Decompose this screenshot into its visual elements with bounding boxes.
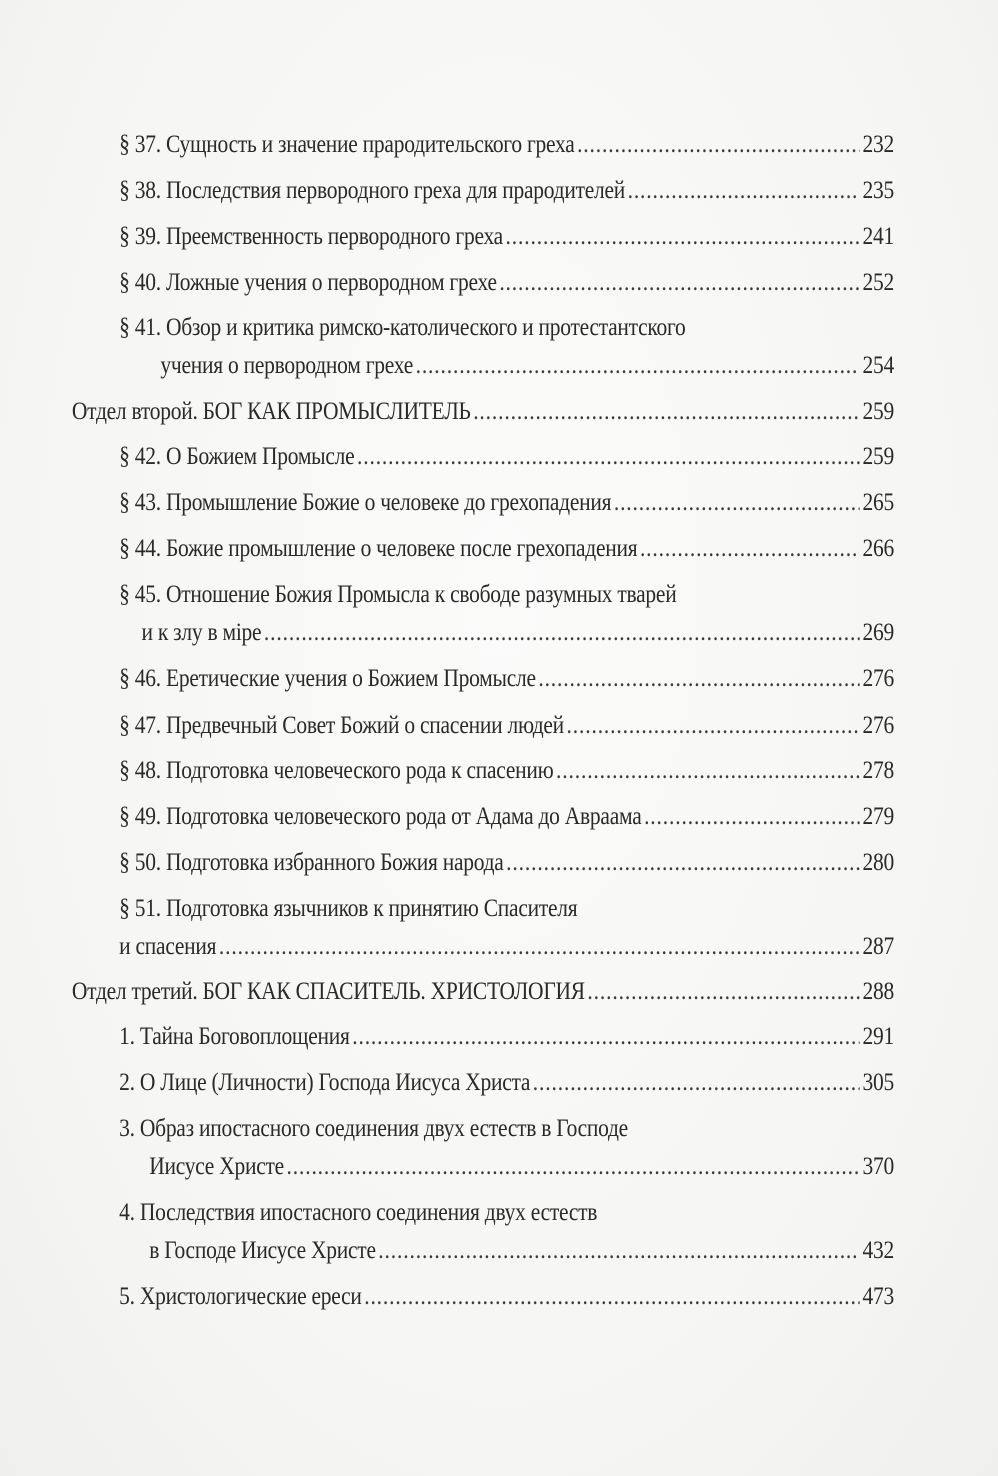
- toc-page-number: 232: [862, 131, 894, 158]
- toc-page-number: 265: [862, 489, 894, 516]
- dot-leader: [538, 660, 860, 698]
- toc-section-entry: [119, 484, 894, 522]
- toc-entry-line: [119, 530, 894, 568]
- toc-entry-title: § 49. Подготовка человеческого рода от Адама до Авраама: [119, 803, 642, 830]
- toc-section-entry: [119, 798, 894, 836]
- dot-leader: [644, 798, 860, 836]
- toc-entry-title: 2. О Лице (Личности) Господа Иисуса Христа: [119, 1069, 531, 1096]
- toc-entry-line: [119, 614, 894, 652]
- toc-section-entry: [119, 172, 894, 210]
- toc-page-number: 305: [862, 1069, 894, 1096]
- toc-entry-line: [119, 576, 894, 614]
- toc-page-number: 269: [862, 619, 894, 646]
- toc-entry-title: § 47. Предвечный Совет Божий о спасении людей: [119, 712, 564, 739]
- toc-entry-line: [119, 309, 894, 347]
- toc-entry-title: § 39. Преемственность первородного греха: [119, 223, 503, 250]
- toc-section-entry: [119, 1194, 894, 1270]
- toc-entry-title: 1. Тайна Боговоплощения: [119, 1023, 350, 1050]
- toc-page-number: 276: [862, 665, 894, 692]
- toc-section-entry: [119, 752, 894, 790]
- toc-entry-line: [119, 928, 894, 966]
- dot-leader: [640, 530, 860, 568]
- toc-entry-line: [119, 264, 894, 302]
- toc-page-number: 254: [862, 352, 894, 379]
- toc-entry-line: [119, 1194, 894, 1232]
- toc-entry-title: § 42. О Божием Промысле: [119, 443, 355, 470]
- toc-entry-title: § 43. Промышление Божие о человеке до грехопадения: [119, 489, 612, 516]
- toc-entry-title: § 45. Отношение Божия Промысла к свободе разумных тварей: [119, 581, 677, 608]
- toc-entry-line: [119, 172, 894, 210]
- toc-entry-line: [119, 1110, 894, 1148]
- toc-entry-title: § 46. Еретические учения о Божием Промысле: [119, 665, 536, 692]
- toc-section-entry: [119, 126, 894, 164]
- toc-page-number: 287: [862, 933, 894, 960]
- toc-entry-title: § 38. Последствия первородного греха для прародителей: [119, 177, 626, 204]
- dot-leader: [533, 1064, 860, 1102]
- toc-entry-title: § 40. Ложные учения о первородном грехе: [119, 269, 497, 296]
- toc-entry-title: и спасения: [119, 933, 217, 960]
- toc-page-number: 473: [862, 1283, 894, 1310]
- toc-entry-line: [72, 393, 894, 431]
- toc-section-entry: [119, 844, 894, 882]
- toc-entry-title: и к злу в міре: [141, 619, 262, 646]
- dot-leader: [567, 707, 860, 745]
- toc-entry-line: [119, 126, 894, 164]
- toc-section-entry: [119, 1018, 894, 1056]
- dot-leader: [357, 438, 860, 476]
- toc-page-number: 259: [862, 398, 894, 425]
- toc-section-entry: [119, 660, 894, 698]
- toc-page-number: 235: [862, 177, 894, 204]
- toc-entry-line: [119, 1064, 894, 1102]
- toc-entry-title: 3. Образ ипостасного соединения двух естеств в Господе: [119, 1115, 628, 1142]
- toc-entry-line: [119, 1232, 894, 1270]
- dot-leader: [577, 126, 860, 164]
- toc-entry-line: [119, 707, 894, 745]
- toc-page-number: 370: [862, 1153, 894, 1180]
- toc-entry-title: 4. Последствия ипостасного соединения двух естеств: [119, 1199, 598, 1226]
- toc-entry-title: § 41. Обзор и критика римско-католического и протестантского: [119, 314, 686, 341]
- toc-entry-title: Иисусе Христе: [149, 1153, 284, 1180]
- toc-entry-title: 5. Христологические ереси: [119, 1283, 362, 1310]
- toc-page-number: 280: [862, 849, 894, 876]
- toc-page-number: 266: [862, 535, 894, 562]
- toc-part-entry: [72, 393, 894, 431]
- dot-leader: [614, 484, 860, 522]
- toc-entry-line: [119, 218, 894, 256]
- dot-leader: [378, 1232, 860, 1270]
- dot-leader: [506, 844, 860, 882]
- toc-entry-title: Отдел второй. БОГ КАК ПРОМЫСЛИТЕЛЬ: [71, 398, 471, 425]
- dot-leader: [506, 218, 860, 256]
- toc-entry-title: в Господе Иисусе Христе: [149, 1237, 376, 1264]
- dot-leader: [219, 928, 860, 966]
- toc-section-entry: [119, 576, 894, 652]
- toc-entry-title: § 51. Подготовка язычников к принятию Спасителя: [119, 895, 578, 922]
- toc-section-entry: [119, 530, 894, 568]
- toc-entry-title: § 50. Подготовка избранного Божия народа: [119, 849, 504, 876]
- toc-section-entry: [119, 218, 894, 256]
- toc-section-entry: [119, 1110, 894, 1186]
- dot-leader: [416, 347, 860, 385]
- toc-section-entry: [119, 309, 894, 385]
- toc-page-number: 259: [862, 443, 894, 470]
- toc-page-number: 276: [862, 712, 894, 739]
- toc-entry-line: [119, 844, 894, 882]
- dot-leader: [556, 752, 860, 790]
- toc-page-number: 291: [862, 1023, 894, 1050]
- toc-entry-line: [72, 973, 894, 1011]
- toc-entry-line: [119, 347, 894, 385]
- dot-leader: [628, 172, 860, 210]
- dot-leader: [473, 393, 860, 431]
- toc-entry-line: [119, 438, 894, 476]
- toc-entry-line: [119, 1018, 894, 1056]
- toc-page-number: 252: [862, 269, 894, 296]
- toc-entry-line: [119, 752, 894, 790]
- toc-entry-line: [119, 660, 894, 698]
- toc-part-entry: [72, 973, 894, 1011]
- toc-page-number: 279: [862, 803, 894, 830]
- toc-section-entry: [119, 438, 894, 476]
- toc-section-entry: [119, 264, 894, 302]
- toc-page-number: 288: [862, 978, 894, 1005]
- toc-entry-line: [119, 484, 894, 522]
- toc-section-entry: [119, 1064, 894, 1102]
- dot-leader: [352, 1018, 860, 1056]
- dot-leader: [587, 973, 859, 1011]
- toc-entry-title: § 48. Подготовка человеческого рода к спасению: [119, 757, 554, 784]
- toc-entry-line: [119, 798, 894, 836]
- dot-leader: [499, 264, 860, 302]
- toc-entry-line: [119, 890, 894, 928]
- toc-entry-line: [119, 1148, 894, 1186]
- toc-entry-title: Отдел третий. БОГ КАК СПАСИТЕЛЬ. ХРИСТОЛОГИЯ: [71, 978, 585, 1005]
- toc-page-number: 241: [862, 223, 894, 250]
- toc-section-entry: [119, 890, 894, 966]
- toc-page-number: 432: [862, 1237, 894, 1264]
- toc-section-entry: [119, 707, 894, 745]
- toc-entry-title: § 44. Божие промышление о человеке после грехопадения: [119, 535, 638, 562]
- dot-leader: [364, 1278, 860, 1316]
- dot-leader: [287, 1148, 860, 1186]
- toc-page-number: 278: [862, 757, 894, 784]
- toc-entry-title: учения о первородном грехе: [160, 352, 414, 379]
- dot-leader: [264, 614, 860, 652]
- toc-entry-title: § 37. Сущность и значение прародительского греха: [119, 131, 575, 158]
- toc-entry-line: [119, 1278, 894, 1316]
- toc-section-entry: [119, 1278, 894, 1316]
